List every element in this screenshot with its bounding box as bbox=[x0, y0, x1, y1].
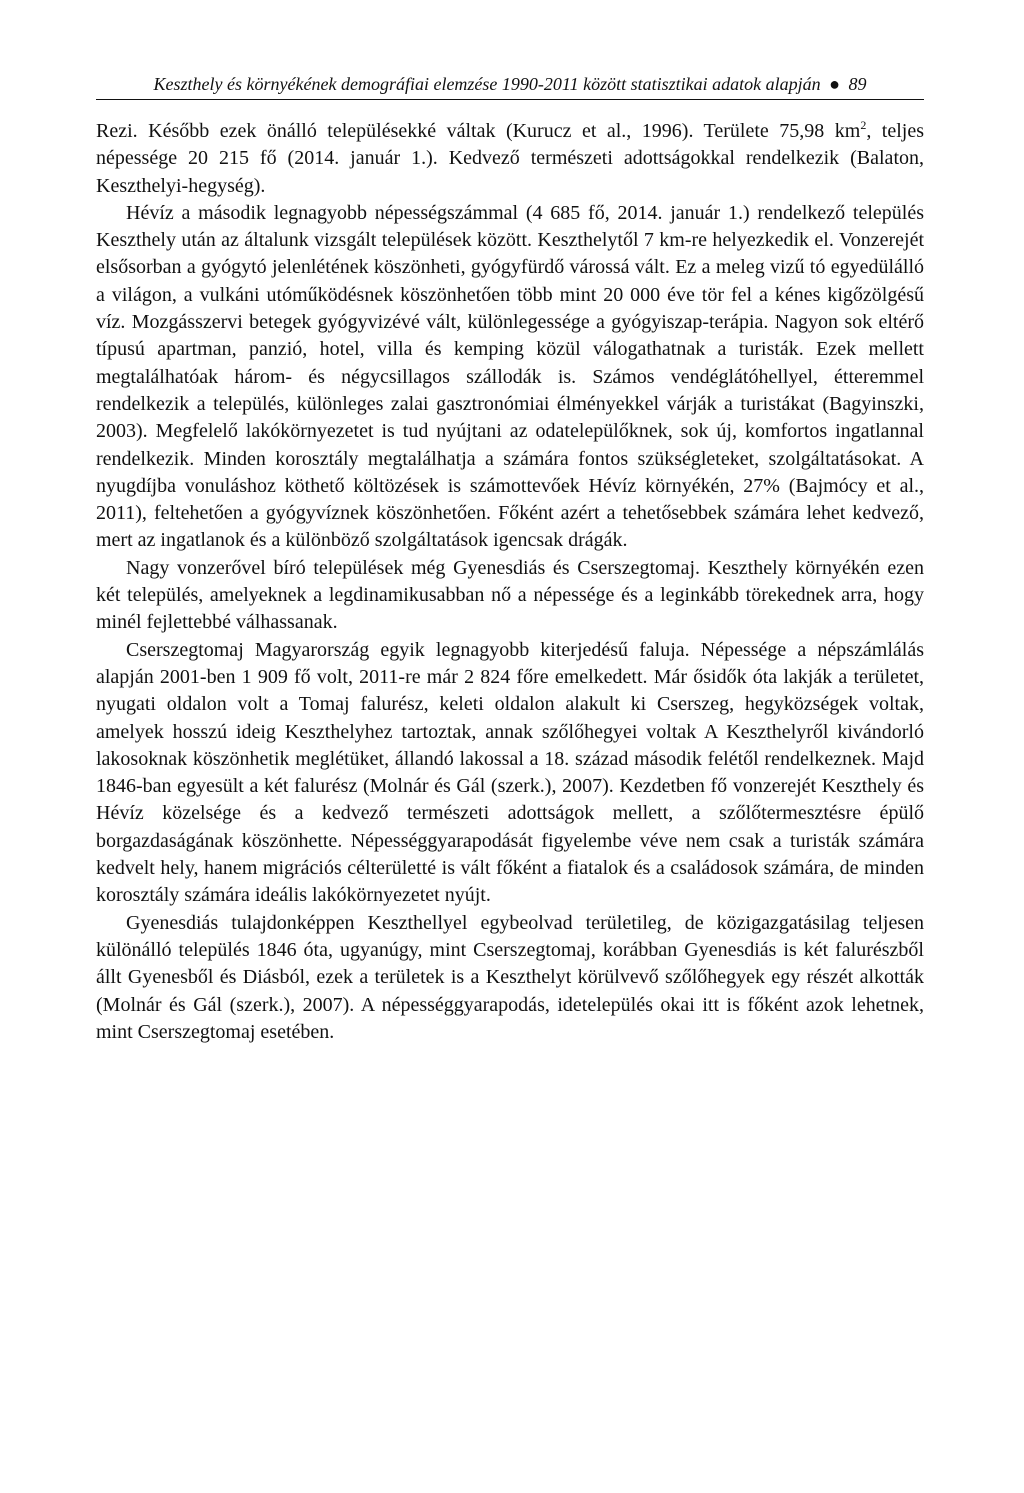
running-title: Keszthely és környékének demográfiai elemzése 1990-2011 között statisztikai adatok alapján bbox=[153, 74, 821, 94]
page-number: 89 bbox=[848, 74, 867, 94]
body-text bbox=[96, 118, 924, 1046]
superscript-2: 2 bbox=[860, 118, 867, 132]
paragraph-gyenesdias: Gyenesdiás tulajdonképpen Keszthellyel egybeolvad területileg, de közigazgatásilag teljesen különálló település 1846 óta, ugyanúgy, mint Cserszegtomaj, korábban Gyenesdiás is két falurészből állt Gyenesből és Diásból, ezek a területek is a Keszthelyt körülvevő szőlőhegyek egy részét alkották (Molnár és Gál (szerk.), 2007). A népességgyarapodás, idetelepülés okai itt is főként azok lehetnek, mint Cserszegtomaj esetében. bbox=[96, 911, 924, 1043]
paragraph-heviz: Hévíz a második legnagyobb népességszámmal (4 685 fő, 2014. január 1.) rendelkező település Keszthely után az általunk vizsgált települések között. Keszthelytől 7 km-re helyezkedik el. Vonzerejét elsősorban a gyógytó jelenlétének köszönheti, gyógyfürdő várossá vált. Ez a meleg vizű tó egyedülálló a világon, a vulkáni utóműködésnek köszönhetően több mint 20 000 éve tör fel a kénes kigőzölgésű víz. Mozgásszervi betegek gyógyvizévé vált, különlegessége a gyógyiszap-terápia. Nagyon sok eltérő típusú apartman, panzió, hotel, villa és kemping közül válogathatnak a turisták. Ezek mellett megtalálhatóak három- és négycsillagos szállodák is. Számos vendéglátóhellyel, étteremmel rendelkezik a település, különleges zalai gasztronómiai élményekkel várják a turistákat (Bagyinszki, 2003). Megfelelő lakókörnyezetet is tud nyújtani az odatelepülőknek, sok új, komfortos ingatlannal rendelkezik. Minden korosztály megtalálhatja a számára fontos szükségleteket, szolgáltatásokat. A nyugdíjba vonuláshoz köthető költözések is számottevőek Hévíz környékén, 27% (Bajmócy et al., 2011), feltehetően a gyógyvíznek köszönhetően. Főként azért a tehetősebbek számára lehet kedvező, mert az ingatlanok és a különböző szolgáltatások igencsak drágák. bbox=[96, 201, 924, 552]
paragraph-cserszegtomaj: Cserszegtomaj Magyarország egyik legnagyobb kiterjedésű faluja. Népessége a népszámlálás alapján 2001-ben 1 909 fő volt, 2011-re már 2 824 főre emelkedett. Már ősidők óta lakják a területet, nyugati oldalon volt a Tomaj falurész, keleti oldalon alakult ki Cserszeg, hegyközségek voltak, amelyek hosszú ideig Keszthelyhez tartoztak, annak szőlőhegyei voltak A Keszthelyről kivándorló lakosoknak köszönhetik meglétüket, állandó lakossal a 18. század második felétől rendelkeznek. Majd 1846-ban egyesült a két falurész (Molnár és Gál (szerk.), 2007). Kezdetben fő vonzerejét Keszthely és Hévíz közelsége és a kedvező természeti adottságok mellett, a szőlőtermesztésre épülő borgazdaságának köszönhette. Népességgyarapodását figyelembe véve nem csak a turisták számára kedvelt hely, hanem migrációs célterületté is vált főként a fiatalok és a családosok számára, de minden korosztály számára ideális lakókörnyezetet nyújt. bbox=[96, 638, 924, 907]
running-header bbox=[96, 72, 924, 100]
document-page bbox=[96, 72, 924, 1046]
paragraph-vonzero: Nagy vonzerővel bíró települések még Gyenesdiás és Cserszegtomaj. Keszthely környékén ezen két település, amelyeknek a legdinamikusabban nő a népessége és a leginkább törekednek arra, hogy minél fejlettebbé válhassanak. bbox=[96, 556, 924, 634]
paragraph-text: , teljes népessége 20 215 fő (2014. január 1.). Kedvező természeti adottságokkal rendelkezik (Balaton, Keszthelyi-hegység). bbox=[96, 120, 924, 197]
paragraph-text: Rezi. Később ezek önálló településekké váltak (Kurucz et al., 1996). Területe 75,98 km bbox=[96, 120, 861, 142]
header-bullet: ● bbox=[829, 74, 840, 94]
paragraph-rezi-continuation bbox=[96, 118, 924, 200]
